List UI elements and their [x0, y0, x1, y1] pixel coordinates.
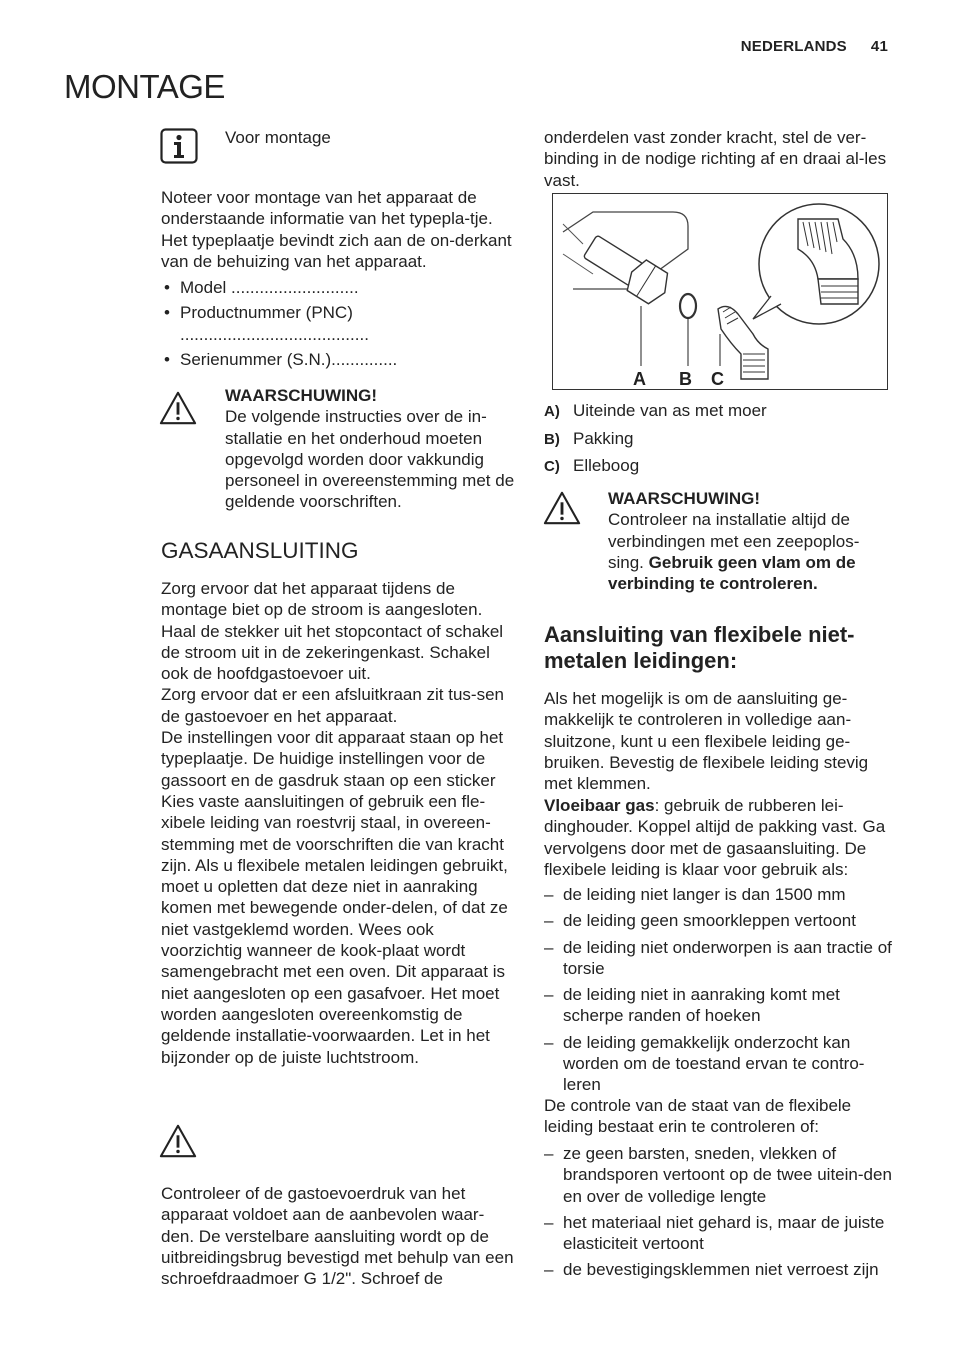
list-item: – de leiding niet in aanraking komt met scherpe randen of hoeken	[544, 984, 899, 1027]
legend-key: A)	[544, 403, 560, 420]
page-number: 41	[870, 38, 888, 55]
info-label: Voor montage	[225, 128, 331, 147]
gas-pressure-text: Controleer of de gastoevoerdruk van het apparaat voldoet aan de aanbevolen waar-den. De verstelbare aansluiting wordt op de uitbreidingsbrug bevestigd met behulp van een schroefdraadmoer G 1/2". Schroef de	[161, 1184, 514, 1289]
list-item: – de leiding gemakkelijk onderzocht kan worden om de toestand ervan te contro-leren	[544, 1032, 899, 1096]
warning-block	[225, 385, 515, 513]
connection-illustration	[553, 194, 887, 389]
figure-legend	[544, 398, 767, 481]
list-item: • Serienummer (S.N.)..............	[161, 349, 516, 370]
figure-label-b: B	[679, 369, 692, 389]
list-item: – de leiding niet onderworpen is aan tractie of torsie	[544, 937, 899, 980]
legend-key: C)	[544, 458, 560, 475]
section-heading-flex: Aansluiting van flexibele niet-metalen leidingen:	[544, 622, 855, 673]
elbow-part	[718, 306, 768, 379]
list-item: – de leiding niet langer is dan 1500 mm	[544, 884, 899, 905]
warning-icon	[159, 1123, 197, 1159]
warning-bold-text: Gebruik geen vlam om de verbinding te controleren.	[608, 552, 856, 594]
list-item: – de bevestigingsklemmen niet verroest zijn	[544, 1259, 899, 1280]
page-header	[717, 38, 888, 55]
warning-icon	[543, 490, 581, 526]
connection-figure	[552, 193, 888, 390]
language-label: NEDERLANDS	[740, 38, 847, 55]
warning-icon	[159, 390, 197, 426]
lpg-label: Vloeibaar gas	[544, 796, 655, 815]
legend-text: Pakking	[573, 428, 634, 448]
warning-text: De volgende instructies over de in-stallatie en het onderhoud moeten opgevolgd worden door vakkundig personeel in overeenstemming met de geldende voorschriften.	[225, 407, 515, 512]
legend-text: Uiteinde van as met moer	[573, 401, 767, 420]
warning-text: Controleer na installatie altijd de verbindingen met een zeepoplos-sing.	[608, 510, 860, 572]
info-bullet-list	[161, 277, 516, 374]
warning-title: WAARSCHUWING!	[225, 386, 378, 405]
info-icon	[160, 128, 198, 164]
gas-body: Zorg ervoor dat het apparaat tijdens de montage biet op de stroom is aangesloten. Haal de stekker uit het stopcontact of schakel de stroom uit in de zekeringenkast. Schakel ook de hoofdgastoevoer uit. Zorg ervoor dat er een afsluitkraan zit tus-sen de gastoevoer en het apparaat. De instellingen voor dit apparaat staan op het typeplaatje. De huidige instellingen voor de gassoort en de gasdruk staan op een sticker Kies vaste aansluitingen of gebruik een fle-xibele leiding van roestvrij staal, in overeen-stemming met de voorschriften die van kracht zijn. Als u flexibele metalen leidingen gebruikt, moet u opletten dat deze niet in aanraking komen met bewegende onder-delen, of dat ze niet vastgeklemd worden. Wees ook voorzichtig wanneer de kook-plaat wordt samengebracht met een oven. Dit apparaat is niet aangesloten op een gasafvoer. Het moet worden aangesloten overeenkomstig de geldende installatie-voorwaarden. Let in het bijzonder op de juiste luchtstroom.	[161, 579, 508, 1067]
flex-intro: Als het mogelijk is om de aansluiting ge-makkelijk te controleren in volledige aan-sluitzone, kunt u een flexibele leiding ge-bruiken. Bevestig de flexibele leiding stevig met klemmen.	[544, 689, 869, 794]
lpg-text: : gebruik de rubberen lei-dinghouder. Koppel altijd de pakking vast. Ga vervolgens door met de gasaansluiting. De flexibele leiding is klaar voor gebruik als:	[544, 796, 886, 879]
list-item: – de leiding geen smoorkleppen vertoont	[544, 910, 899, 931]
section-heading-gas: GASAANSLUITING	[161, 538, 359, 563]
legend-text: Elleboog	[573, 456, 640, 475]
flex-check-list	[544, 1143, 899, 1286]
figure-label-a: A	[633, 369, 646, 389]
flex-conditions-list	[544, 884, 899, 1101]
intro-text: Noteer voor montage van het apparaat de onderstaande informatie van het typepla-tje. Het typeplaatje bevindt zich aan de on-derkant van de behuizing van het apparaat.	[161, 188, 512, 271]
flex-check-intro: De controle van de staat van de flexibele leiding bestaat erin te controleren of:	[544, 1096, 852, 1137]
list-item: • Productnummer (PNC) ........................................	[161, 302, 450, 345]
col2-intro: onderdelen vast zonder kracht, stel de ver-binding in de nodige richting af en draai al-les vast.	[544, 128, 887, 190]
list-item: • Model ...........................	[161, 277, 516, 298]
legend-item	[544, 453, 767, 481]
page-title: MONTAGE	[64, 68, 225, 105]
legend-key: B)	[544, 430, 560, 448]
list-item: – het materiaal niet gehard is, maar de juiste elasticiteit vertoont	[544, 1212, 899, 1255]
legend-item	[544, 398, 767, 426]
list-item: – ze geen barsten, sneden, vlekken of brandsporen vertoont op de twee uitein-den en over de volledige lengte	[544, 1143, 899, 1207]
warning-block	[608, 488, 888, 594]
legend-item	[544, 426, 767, 454]
figure-label-c: C	[711, 369, 724, 389]
flex-lpg-text	[544, 795, 899, 880]
warning-title: WAARSCHUWING!	[608, 489, 761, 508]
